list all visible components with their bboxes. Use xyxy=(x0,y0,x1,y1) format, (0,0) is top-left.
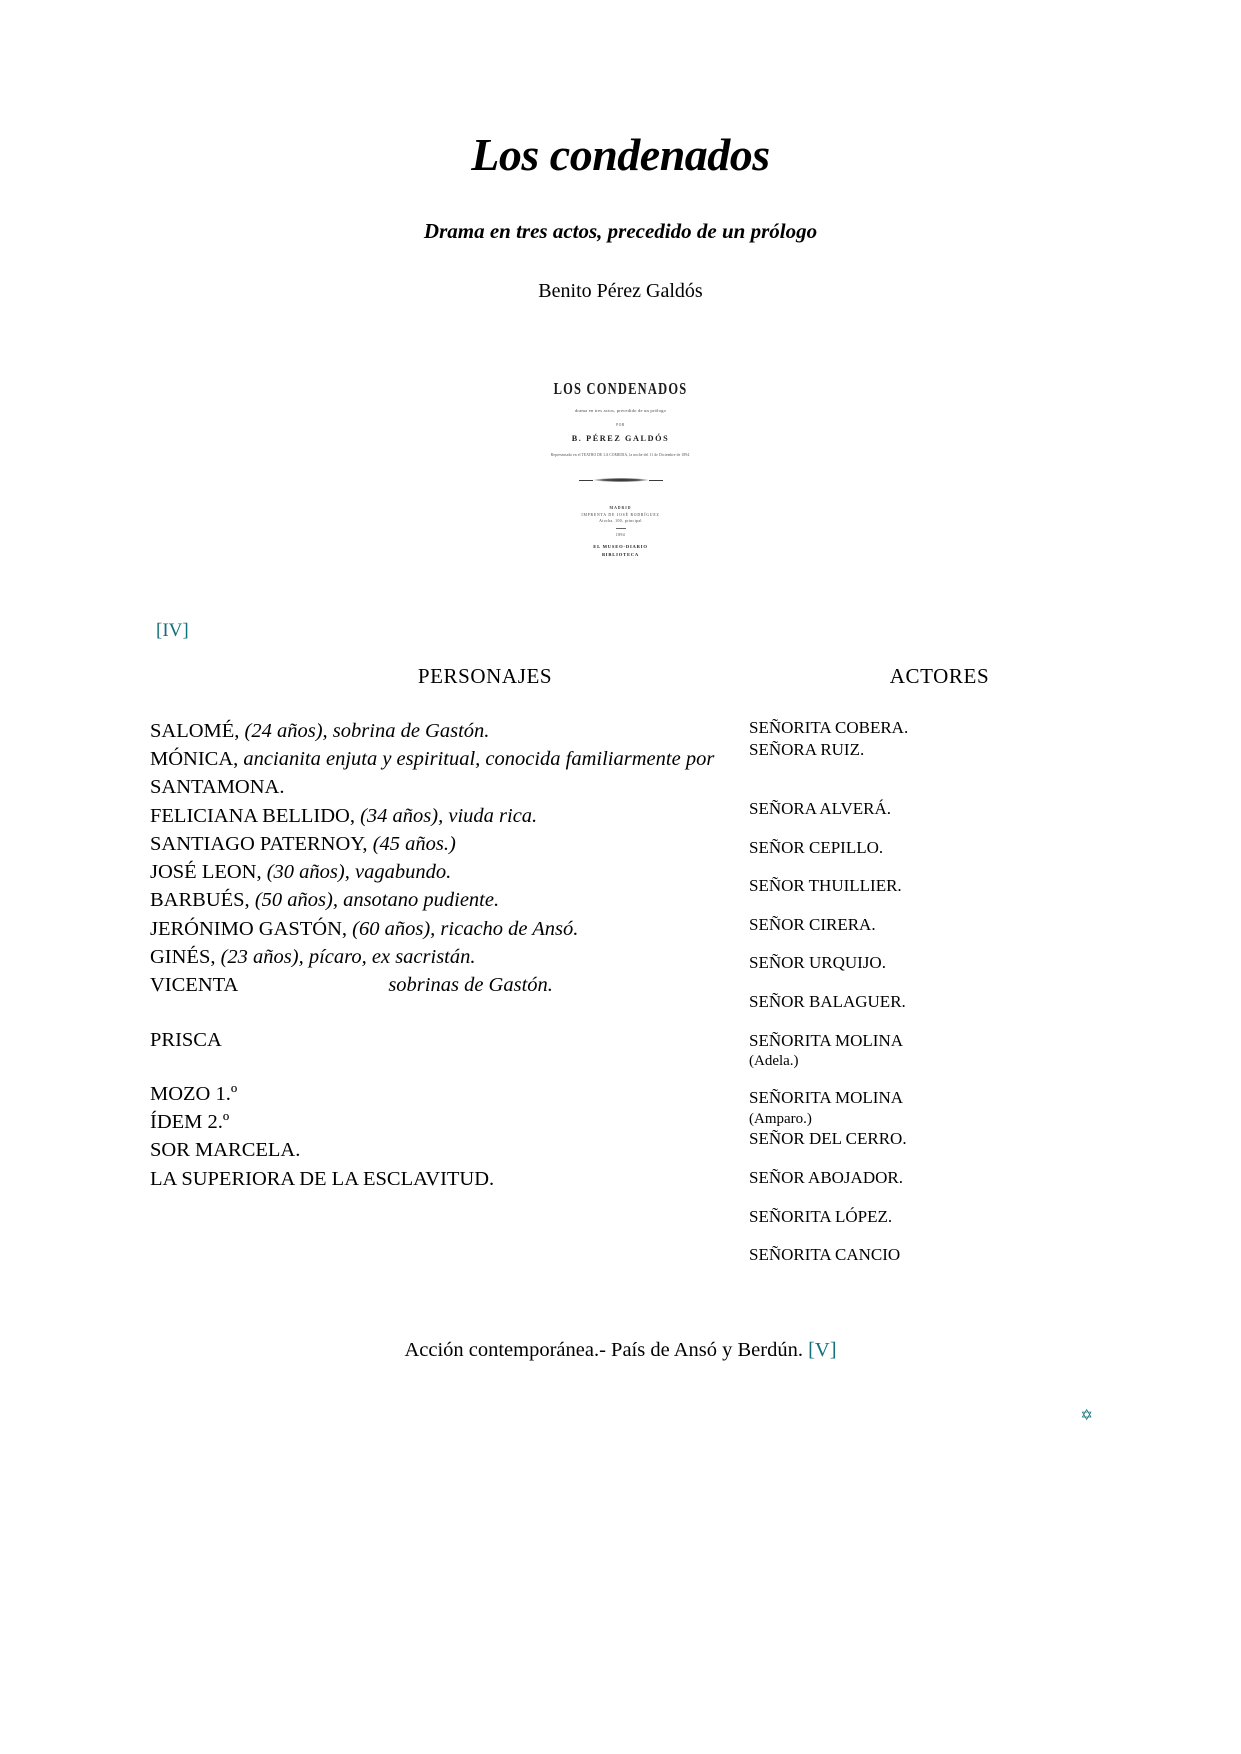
spacer xyxy=(749,1190,1091,1206)
spacer xyxy=(150,1000,745,1026)
character-name: VICENTA xyxy=(150,974,239,997)
closing-note xyxy=(150,1267,1091,1362)
facsimile-library-line2: BIBLIOTECA xyxy=(601,552,640,558)
column-header-personajes: PERSONAJES xyxy=(417,663,553,688)
actor-name: SEÑOR ABOJADOR. xyxy=(749,1167,903,1187)
facsimile-performance-note: Representada en el TEATRO DE LA COMEDIA, la noche del 11 de Diciembre de 1894. xyxy=(550,452,691,457)
actor-name: SEÑOR DEL CERRO. xyxy=(749,1129,907,1149)
actor-name-main: SEÑORITA MOLINA xyxy=(749,1088,903,1108)
spacer xyxy=(749,762,1091,798)
spacer xyxy=(749,936,1091,952)
cast-row-feliciana xyxy=(150,802,745,830)
actor-name: SEÑORITA CANCIO xyxy=(749,1245,901,1265)
character-description: (24 años), sobrina de Gastón. xyxy=(239,719,490,742)
facsimile-author: B. PÉREZ GALDÓS xyxy=(571,433,670,443)
facsimile-year: 1894 xyxy=(615,532,626,537)
character-name: JERÓNIMO GASTÓN, xyxy=(150,917,348,940)
closing-text: Acción contemporánea.- País de Ansó y Berdún. xyxy=(404,1338,803,1361)
title-page-facsimile-image xyxy=(471,363,771,578)
spacer xyxy=(749,1014,1091,1030)
column-header-actores: ACTORES xyxy=(889,663,990,688)
actor-name-group xyxy=(749,1030,1091,1071)
cast-row-vicenta xyxy=(150,971,745,999)
character-name: FELICIANA BELLIDO, xyxy=(150,804,355,827)
character-name: SANTIAGO PATERNOY, xyxy=(150,832,368,855)
actor-name-group xyxy=(749,1087,1091,1128)
facsimile-library xyxy=(471,543,771,560)
cast-row-salome xyxy=(150,717,745,745)
character-description: (34 años), viuda rica. xyxy=(354,804,538,827)
spacer xyxy=(150,1054,745,1080)
actor-name: SEÑOR BALAGUER. xyxy=(749,992,906,1012)
cast-row-jose-leon xyxy=(150,858,745,886)
cast-table xyxy=(150,664,1091,1267)
page-title: Los condenados xyxy=(471,129,770,180)
character-alias: SANTAMONA. xyxy=(150,776,285,799)
character-name: SALOMÉ, xyxy=(150,719,240,742)
character-name: GINÉS, xyxy=(150,946,216,969)
facsimile-by-label: POR xyxy=(616,422,625,427)
cast-row-sor-marcela xyxy=(150,1136,745,1164)
actor-name-detail: (Adela.) xyxy=(749,1053,799,1070)
actores-column xyxy=(745,717,1091,1267)
page-author: Benito Pérez Galdós xyxy=(538,279,703,302)
cast-row-barbues xyxy=(150,886,745,914)
spacer xyxy=(749,1071,1091,1087)
character-name: PRISCA xyxy=(150,1028,222,1051)
cast-row-prisca xyxy=(150,1026,745,1054)
character-name: MOZO 1.º xyxy=(150,1082,238,1105)
character-name: MÓNICA, xyxy=(150,748,239,771)
actor-name: SEÑORA ALVERÁ. xyxy=(749,799,892,818)
spacer xyxy=(749,1228,1091,1244)
cast-row-monica xyxy=(150,745,745,802)
cast-table-body xyxy=(150,717,1091,1267)
actor-name: SEÑORITA LÓPEZ. xyxy=(749,1206,893,1226)
character-description-cont: por xyxy=(685,748,715,771)
character-name: BARBUÉS, xyxy=(150,889,250,912)
facsimile-title: LOS CONDENADOS xyxy=(553,378,688,398)
actor-name: SEÑORITA COBERA. xyxy=(749,717,909,737)
spacer xyxy=(749,859,1091,875)
spacer xyxy=(749,1151,1091,1167)
cast-row-gines xyxy=(150,943,745,971)
actor-name-main: SEÑORITA MOLINA xyxy=(749,1030,903,1050)
actor-name: SEÑORA RUIZ. xyxy=(749,740,865,760)
character-description: ancianita enjuta y espiritual, conocida familiarmente xyxy=(238,748,681,771)
character-group-description: sobrinas de Gastón. xyxy=(388,974,553,997)
facsimile-imprint xyxy=(471,505,771,538)
page-subtitle: Drama en tres actos, precedido de un prólogo xyxy=(423,218,818,243)
cast-row-la-superiora xyxy=(150,1165,745,1193)
character-description: (45 años.) xyxy=(367,832,456,855)
cast-row-mozo-1 xyxy=(150,1080,745,1108)
cast-table-header xyxy=(150,664,1091,689)
character-name: ÍDEM 2.º xyxy=(150,1111,230,1134)
spacer xyxy=(749,975,1091,991)
facsimile-wrapper xyxy=(150,303,1091,578)
cast-row-idem-2 xyxy=(150,1108,745,1136)
facsimile-press: IMPRENTA DE JOSÉ RODRÍGUEZ xyxy=(581,512,660,517)
actor-name: SEÑOR URQUIJO. xyxy=(749,953,886,973)
character-name: JOSÉ LEON, xyxy=(150,861,262,884)
character-description: (23 años), pícaro, ex sacristán. xyxy=(215,946,476,969)
star-ornament-icon: ✡ xyxy=(1080,1408,1093,1424)
spacer xyxy=(749,821,1091,837)
character-name: LA SUPERIORA DE LA ESCLAVITUD. xyxy=(150,1167,495,1190)
facsimile-address: Atocha, 100, principal xyxy=(599,519,642,524)
page-marker-v[interactable]: [V] xyxy=(808,1338,837,1361)
actor-name: SEÑOR THUILLIER. xyxy=(749,876,902,896)
character-description: (50 años), ansotano pudiente. xyxy=(249,889,500,912)
personajes-column xyxy=(150,717,745,1267)
actor-name: SEÑOR CEPILLO. xyxy=(749,837,884,857)
facsimile-ornament-icon xyxy=(471,477,771,483)
facsimile-rule xyxy=(616,528,626,529)
cast-row-santiago xyxy=(150,830,745,858)
character-description: (30 años), vagabundo. xyxy=(261,861,452,884)
character-name: SOR MARCELA. xyxy=(150,1139,301,1162)
actor-name-detail: (Amparo.) xyxy=(749,1110,812,1127)
actor-name: SEÑOR CIRERA. xyxy=(749,914,876,934)
cast-row-jeronimo xyxy=(150,915,745,943)
facsimile-subtitle: drama en tres actos, precedido de un prólogo xyxy=(574,407,667,413)
page-marker-iv[interactable]: [IV] xyxy=(156,619,189,641)
facsimile-city: MADRID xyxy=(609,506,632,511)
facsimile-library-line1: EL MUSEO-DIARIO xyxy=(593,543,648,549)
spacer xyxy=(749,898,1091,914)
character-description: (60 años), ricacho de Ansó. xyxy=(347,917,579,940)
